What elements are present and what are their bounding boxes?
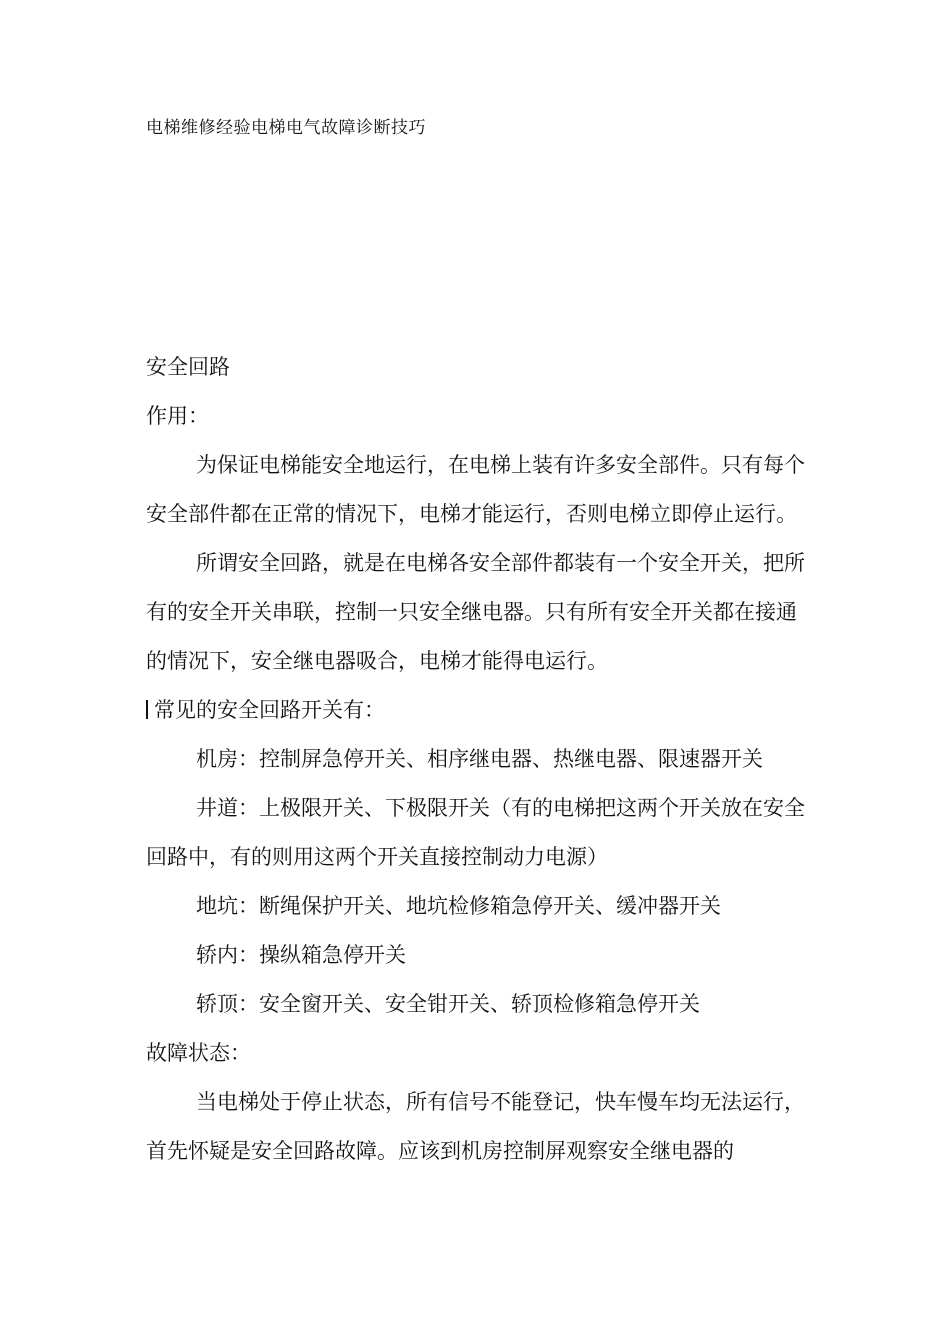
fault-paragraph: 当电梯处于停止状态，所有信号不能登记，快车慢车均无法运行，首先怀疑是安全回路故障。应该到机房控制屏观察安全继电器的 [146, 1090, 805, 1163]
section-heading: 安全回路 [146, 355, 230, 379]
switch-item-machine-room: 机房：控制屏急停开关、相序继电器、热继电器、限速器开关 [196, 747, 763, 771]
switch-item-pit: 地坑：断绳保护开关、地坑检修箱急停开关、缓冲器开关 [196, 894, 721, 918]
switch-item-car-top: 轿顶：安全窗开关、安全钳开关、轿顶检修箱急停开关 [196, 992, 700, 1016]
function-label: 作用： [146, 404, 209, 428]
fault-label: 故障状态： [146, 1041, 251, 1065]
document-title: 电梯维修经验电梯电气故障诊断技巧 [146, 118, 426, 138]
switches-heading: 常见的安全回路开关有： [154, 698, 385, 722]
function-paragraph-2: 所谓安全回路，就是在电梯各安全部件都装有一个安全开关，把所有的安全开关串联，控制一只安全继电器。只有所有安全开关都在接通的情况下，安全继电器吸合，电梯才能得电运行。 [146, 551, 805, 673]
switches-heading-line [146, 686, 812, 735]
switch-item-car-inside: 轿内：操纵箱急停开关 [196, 943, 406, 967]
bullet-bar-icon [146, 700, 148, 719]
switch-item-hoistway: 井道：上极限开关、下极限开关（有的电梯把这两个开关放在安全回路中，有的则用这两个开关直接控制动力电源） [146, 796, 805, 869]
function-paragraph-1: 为保证电梯能安全地运行，在电梯上装有许多安全部件。只有每个安全部件都在正常的情况下，电梯才能运行，否则电梯立即停止运行。 [146, 453, 805, 526]
document-body [146, 343, 812, 1176]
